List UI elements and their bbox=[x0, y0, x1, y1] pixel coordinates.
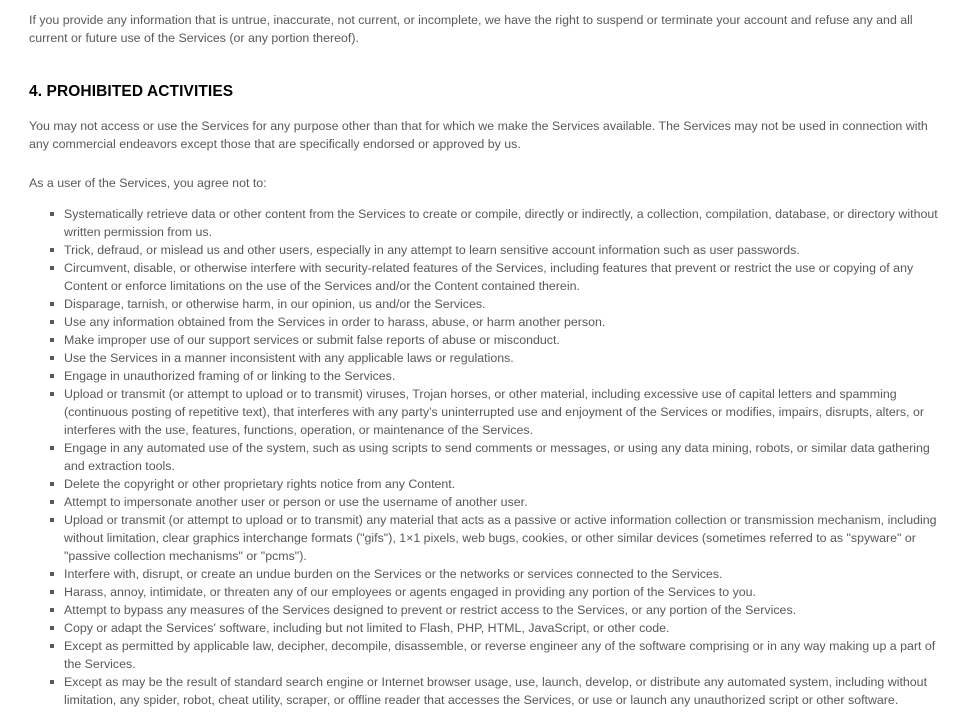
list-item: Except as permitted by applicable law, decipher, decompile, disassemble, or reverse engineer any of the software comprising or in any way making up a part of the Services. bbox=[29, 637, 941, 673]
list-item: Attempt to impersonate another user or person or use the username of another user. bbox=[29, 493, 941, 511]
list-item: Interfere with, disrupt, or create an undue burden on the Services or the networks or services connected to the Services. bbox=[29, 565, 941, 583]
list-item: Systematically retrieve data or other content from the Services to create or compile, directly or indirectly, a collection, compilation, database, or directory without written permission from us. bbox=[29, 205, 941, 241]
list-item: Make improper use of our support services or submit false reports of abuse or misconduct. bbox=[29, 331, 941, 349]
list-item: Except as may be the result of standard search engine or Internet browser usage, use, launch, develop, or distribute any automated system, including without limitation, any spider, robot, cheat utility, scraper, or offline reader that accesses the Services, or use or launch any unauthorized script or other software. bbox=[29, 673, 941, 709]
list-item: Disparage, tarnish, or otherwise harm, in our opinion, us and/or the Services. bbox=[29, 295, 941, 313]
list-item: Harass, annoy, intimidate, or threaten any of our employees or agents engaged in providing any portion of the Services to you. bbox=[29, 583, 941, 601]
list-item: Upload or transmit (or attempt to upload or to transmit) any material that acts as a passive or active information collection or transmission mechanism, including without limitation, clear graphics interchange formats ("gifs"), 1×1 pixels, web bugs, cookies, or other similar devices (sometimes referred to as "spyware" or "passive collection mechanisms" or "pcms"). bbox=[29, 511, 941, 565]
list-item: Trick, defraud, or mislead us and other users, especially in any attempt to learn sensitive account information such as user passwords. bbox=[29, 241, 941, 259]
agreement-intro-paragraph: As a user of the Services, you agree not to: bbox=[29, 176, 267, 190]
terms-document bbox=[29, 11, 941, 709]
list-item: Circumvent, disable, or otherwise interfere with security-related features of the Services, including features that prevent or restrict the use or copying of any Content or enforce limitations on the use of the Services and/or the Content contained therein. bbox=[29, 259, 941, 295]
section-heading: 4. PROHIBITED ACTIVITIES bbox=[29, 83, 234, 100]
list-item: Delete the copyright or other proprietary rights notice from any Content. bbox=[29, 475, 941, 493]
prohibited-activities-list bbox=[29, 205, 941, 709]
list-item: Engage in any automated use of the system, such as using scripts to send comments or messages, or using any data mining, robots, or similar data gathering and extraction tools. bbox=[29, 439, 941, 475]
list-item: Copy or adapt the Services' software, including but not limited to Flash, PHP, HTML, JavaScript, or other code. bbox=[29, 619, 941, 637]
list-item: Use any information obtained from the Services in order to harass, abuse, or harm another person. bbox=[29, 313, 941, 331]
list-item: Use the Services in a manner inconsistent with any applicable laws or regulations. bbox=[29, 349, 941, 367]
services-usage-paragraph: You may not access or use the Services for any purpose other than that for which we make the Services available. The Services may not be used in connection with any commercial endeavors except those that are specifically endorsed or approved by us. bbox=[29, 119, 928, 151]
list-item: Upload or transmit (or attempt to upload or to transmit) viruses, Trojan horses, or other material, including excessive use of capital letters and spamming (continuous posting of repetitive text), that interferes with any party’s uninterrupted use and enjoyment of the Services or modifies, impairs, disrupts, alters, or interferes with the use, features, functions, operation, or maintenance of the Services. bbox=[29, 385, 941, 439]
list-item: Attempt to bypass any measures of the Services designed to prevent or restrict access to the Services, or any portion of the Services. bbox=[29, 601, 941, 619]
list-item: Engage in unauthorized framing of or linking to the Services. bbox=[29, 367, 941, 385]
account-info-paragraph: If you provide any information that is untrue, inaccurate, not current, or incomplete, we have the right to suspend or terminate your account and refuse any and all current or future use of the Services (or any portion thereof). bbox=[29, 13, 913, 45]
